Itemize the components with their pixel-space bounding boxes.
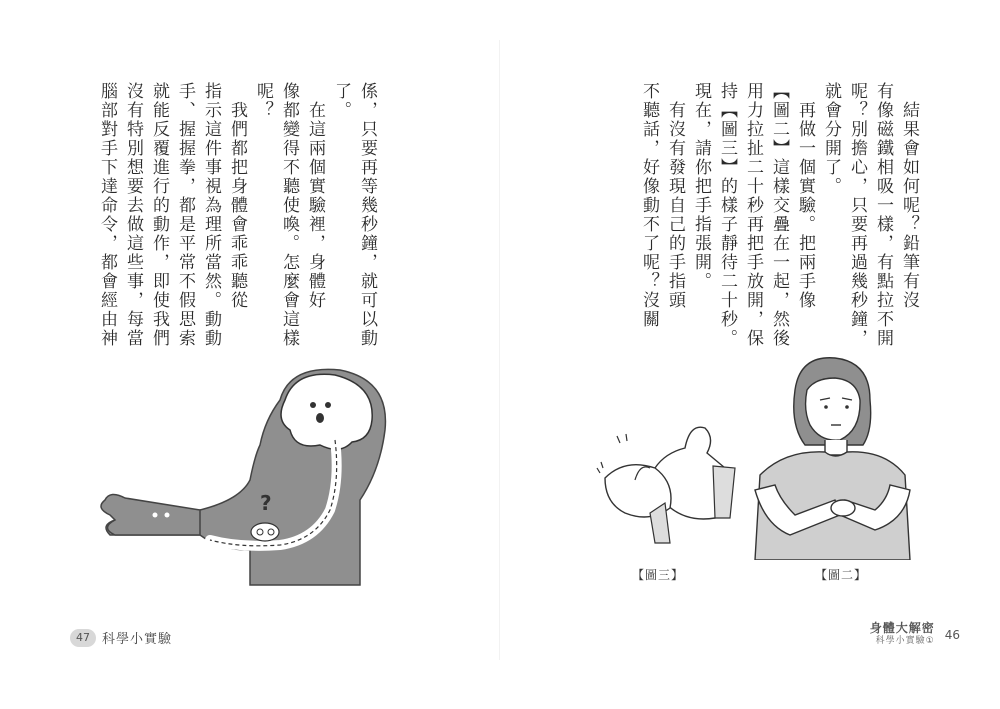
right-page — [500, 0, 1000, 709]
caption-figure-3: 【圖三】 — [632, 568, 685, 582]
left-body-text: 係，只要再等幾秒鐘，就可以動 了。 在這兩個實驗裡，身體好 像都變得不聽使喚。怎麼會這樣 呢？ 我們都把身體會乖乖聽從 指示這件事視為理所當然。動動 手、握握拳，都是平常不假思索 就能反覆進行的動作，即使我們 沒有特別想要去做這些事，每當 腦部對手下達命令，都會經由神 — [97, 82, 377, 348]
right-footer — [870, 622, 960, 648]
svg-text:?: ? — [260, 491, 272, 515]
series-title: 科學小實驗 — [102, 632, 173, 647]
left-footer — [70, 628, 172, 647]
brain-arm-nerve-illustration — [90, 360, 420, 590]
right-body-text: 結果會如何呢？鉛筆有沒 有像磁鐵相吸一樣，有點拉不開 呢？別擔心，只要再過幾秒鐘， 就會分開了。 再做一個實驗。把兩手像 【圖二】這樣交疊在一起，然後 用力拉扯二十秒再把手放開，保 持【圖三】的樣子靜待二十秒。 現在，請你把手指張開。 有沒有發現自己的手指頭 不聽話，好像動不了呢？沒關 — [639, 82, 919, 348]
caption-figure-2: 【圖二】 — [815, 568, 868, 582]
series-logo-sub: 科學小實驗① — [875, 636, 935, 646]
series-logo — [870, 622, 935, 648]
right-page-number: 46 — [944, 628, 960, 642]
series-logo-main: 身體大解密 — [869, 621, 935, 635]
left-page-number: 47 — [70, 629, 96, 647]
open-hands-illustration — [595, 408, 740, 548]
woman-clasping-hands-illustration — [745, 350, 915, 560]
